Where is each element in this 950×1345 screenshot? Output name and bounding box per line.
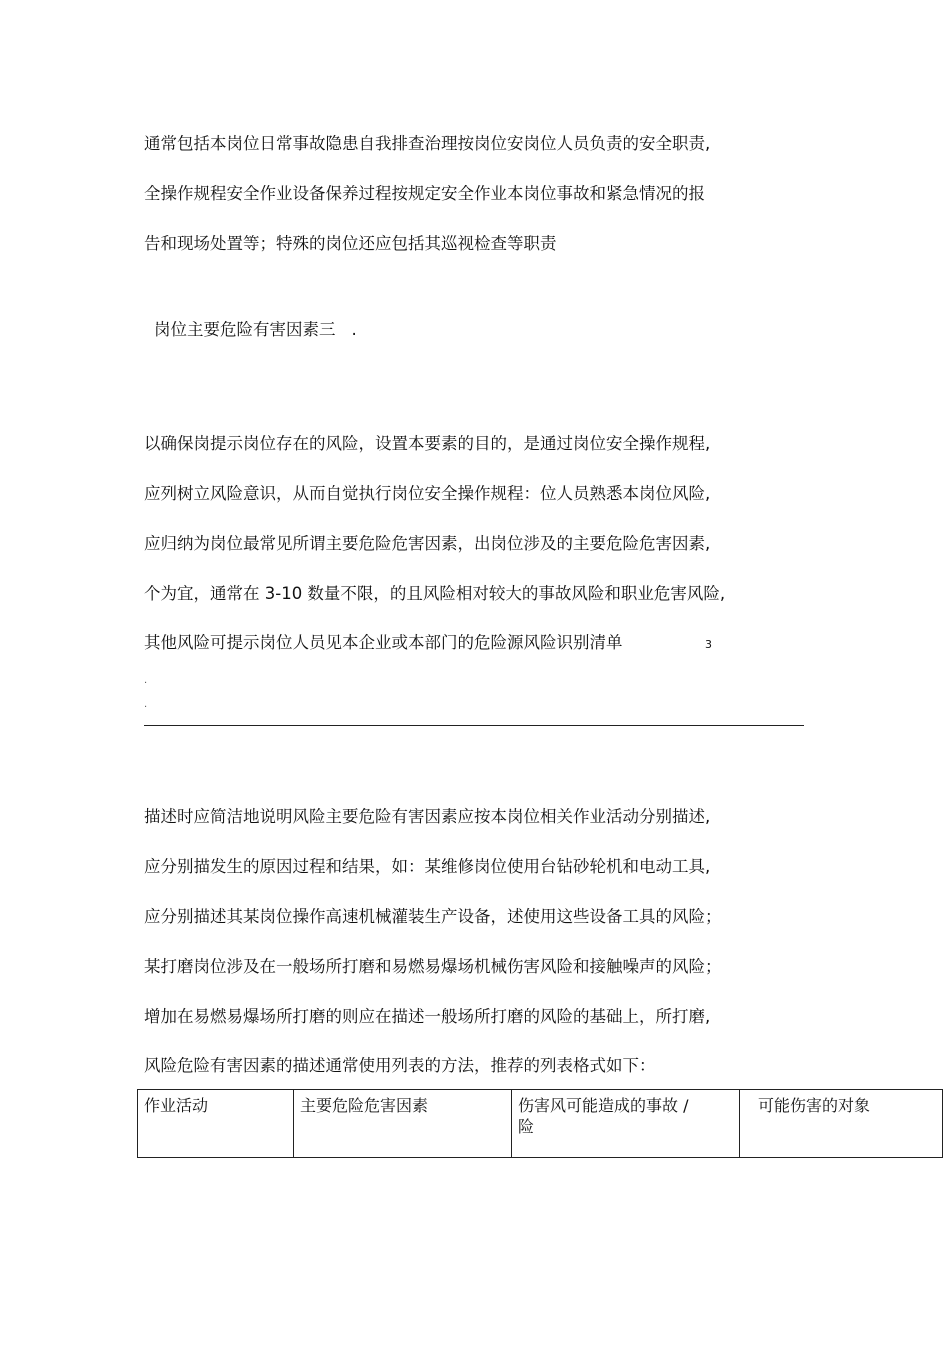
footnote-separator bbox=[144, 725, 804, 726]
paragraph-line: 全操作规程安全作业设备保养过程按规定安全作业本岗位事故和紧急情况的报 bbox=[144, 184, 705, 203]
table-header-cell: 主要危险危害因素 bbox=[294, 1090, 512, 1158]
heading-suffix: . bbox=[351, 320, 357, 339]
heading-text: 岗位主要危险有害因素三 bbox=[154, 320, 336, 339]
paragraph-line: 其他风险可提示岗位人员见本企业或本部门的危险源风险识别清单 bbox=[144, 633, 623, 652]
paragraph-line: 通常包括本岗位日常事故隐患自我排查治理按岗位安岗位人员负责的安全职责, bbox=[144, 134, 711, 153]
paragraph-line: 告和现场处置等；特殊的岗位还应包括其巡视检查等职责 bbox=[144, 234, 557, 253]
table-header-cell: 伤害风可能造成的事故 / 险 bbox=[512, 1090, 740, 1158]
footnote-dot: . bbox=[144, 699, 148, 710]
paragraph-line: 应分别描发生的原因过程和结果，如：某维修岗位使用台钻砂轮机和电动工具, bbox=[144, 857, 711, 876]
table-header-cell: 可能伤害的对象 bbox=[740, 1090, 943, 1158]
risk-table bbox=[137, 1089, 943, 1158]
paragraph-line: 以确保岗提示岗位存在的风险，设置本要素的目的，是通过岗位安全操作规程, bbox=[144, 434, 711, 453]
paragraph-line: 应归纳为岗位最常见所谓主要危险危害因素，出岗位涉及的主要危险危害因素, bbox=[144, 534, 711, 553]
paragraph-line: 个为宜，通常在 3-10 数量不限，的且风险相对较大的事故风险和职业危害风险, bbox=[144, 584, 726, 603]
paragraph-line: 描述时应简洁地说明风险主要危险有害因素应按本岗位相关作业活动分别描述, bbox=[144, 807, 711, 826]
paragraph-line: 应分别描述其某岗位操作高速机械灌装生产设备，述使用这些设备工具的风险； bbox=[144, 907, 722, 926]
table-header-row bbox=[138, 1090, 943, 1158]
table-header-cell: 作业活动 bbox=[138, 1090, 294, 1158]
footnote-dot: . bbox=[144, 675, 148, 686]
paragraph-line: 增加在易燃易爆场所打磨的则应在描述一般场所打磨的风险的基础上，所打磨, bbox=[144, 1007, 711, 1026]
footnote-mark: 3 bbox=[705, 638, 712, 651]
paragraph-line: 风险危险有害因素的描述通常使用列表的方法，推荐的列表格式如下： bbox=[144, 1056, 656, 1075]
paragraph-line: 某打磨岗位涉及在一般场所打磨和易燃易爆场机械伤害风险和接触噪声的风险； bbox=[144, 957, 722, 976]
section-heading bbox=[154, 319, 357, 341]
paragraph-line: 应列树立风险意识，从而自觉执行岗位安全操作规程：位人员熟悉本岗位风险, bbox=[144, 484, 711, 503]
